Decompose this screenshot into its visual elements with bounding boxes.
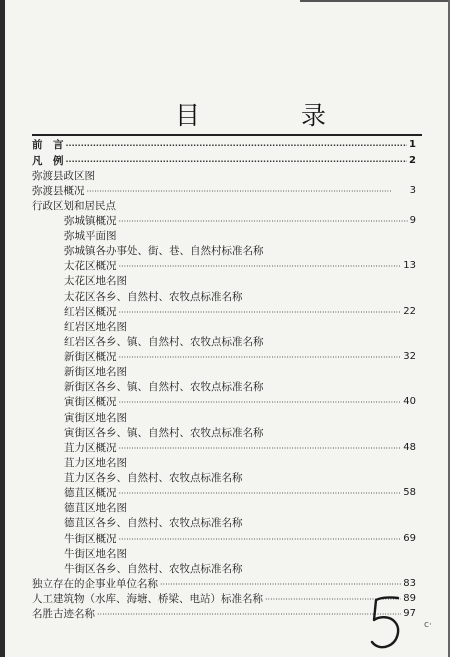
toc-entry[interactable] [64, 440, 416, 456]
toc-entry-page: 32 [403, 351, 416, 362]
toc-entry[interactable] [64, 470, 243, 486]
toc-entry-label: 红岩区概况 [64, 306, 117, 318]
toc-entry[interactable] [64, 410, 127, 426]
toc-entry-label: 新街区各乡、镇、自然村、农牧点标准名称 [64, 381, 264, 393]
toc-leader-dots [119, 440, 402, 456]
toc-entry[interactable] [64, 273, 127, 289]
toc-entry-label: 苴力区概况 [64, 442, 117, 454]
toc-entry-label: 牛街区概况 [64, 533, 117, 545]
toc-entry-label: 寅街区概况 [64, 396, 117, 408]
toc-leader-dots [119, 349, 402, 365]
scan-top-edge [300, 0, 450, 2]
toc-entry-page: 2 [409, 155, 416, 166]
toc-entry-page: 58 [403, 487, 416, 498]
toc-entry[interactable] [64, 228, 117, 244]
toc-entry[interactable] [64, 425, 264, 441]
toc-entry[interactable] [64, 319, 127, 335]
toc-entry[interactable] [64, 258, 416, 274]
toc-entry[interactable] [64, 289, 243, 305]
toc-entry-label: 人工建筑物（水库、海塘、桥梁、电站）标准名称 [32, 593, 263, 605]
toc-leader-dots [119, 485, 402, 501]
toc-entry-label: 新街区地名图 [64, 366, 127, 378]
toc-entry[interactable] [64, 243, 264, 259]
toc-entry[interactable] [64, 531, 416, 547]
toc-entry-page: 48 [403, 442, 416, 453]
toc-entry-page: 40 [403, 396, 416, 407]
toc-entry-label: 弥渡县概况 [32, 185, 85, 197]
toc-entry-page: 3 [409, 185, 416, 196]
toc-leader-dots [66, 153, 408, 169]
toc-entry[interactable] [64, 394, 416, 410]
toc-entry-page: 89 [403, 593, 416, 604]
toc-entry-label: 德苴区各乡、自然村、农牧点标准名称 [64, 517, 243, 529]
toc-entry-label: 太花区概况 [64, 260, 117, 272]
toc-entry-label: 寅街区地名图 [64, 412, 127, 424]
toc-leader-dots [119, 304, 402, 320]
toc-entry-label: 独立存在的企事业单位名称 [32, 578, 158, 590]
toc-entry-label: 新街区概况 [64, 351, 117, 363]
toc-entry-page: 9 [409, 215, 416, 226]
toc-entry-label: 苴力区地名图 [64, 457, 127, 469]
toc-entry-page: 13 [403, 260, 416, 271]
toc-entry[interactable] [64, 455, 127, 471]
toc-entry-page: 69 [403, 533, 416, 544]
toc-entry-label: 太花区地名图 [64, 275, 127, 287]
toc-entry[interactable] [32, 606, 416, 622]
toc-entry-page: 97 [403, 608, 416, 619]
toc-entry[interactable] [64, 349, 416, 365]
toc-leader-dots [119, 394, 402, 410]
toc-leader-dots [119, 531, 402, 547]
toc-entry-label: 红岩区地名图 [64, 321, 127, 333]
title-underline [32, 134, 422, 136]
toc-entry-label: 红岩区各乡、镇、自然村、农牧点标准名称 [64, 336, 264, 348]
toc-entry[interactable] [64, 500, 127, 516]
toc-leader-dots [97, 606, 401, 622]
toc-entry[interactable] [32, 137, 416, 153]
toc-entry-label: 名胜古迹名称 [32, 608, 95, 620]
toc-entry-label: 太花区各乡、自然村、农牧点标准名称 [64, 291, 243, 303]
scan-left-edge [0, 0, 5, 657]
toc-entry-label: 苴力区各乡、自然村、农牧点标准名称 [64, 472, 243, 484]
toc-leader-dots [160, 576, 401, 592]
handwritten-page-number-5 [368, 592, 406, 652]
toc-leader-dots [66, 137, 408, 153]
toc-entry[interactable] [64, 304, 416, 320]
page-title: 目 录 [175, 101, 365, 130]
toc-leader-dots [119, 258, 402, 274]
toc-entry[interactable] [64, 546, 127, 562]
toc-entry[interactable] [32, 168, 95, 184]
toc-entry-label: 牛街区各乡、自然村、农牧点标准名称 [64, 563, 243, 575]
toc-entry[interactable] [32, 183, 416, 199]
toc-entry-page: 22 [403, 306, 416, 317]
toc-entry[interactable] [32, 153, 416, 169]
toc-entry[interactable] [32, 576, 416, 592]
toc-entry-label: 行政区划和居民点 [32, 200, 116, 212]
toc-entry-page: 83 [403, 578, 416, 589]
toc-entry-label: 前 言 [32, 139, 64, 151]
toc-entry[interactable] [32, 198, 116, 214]
toc-entry-label: 德苴区地名图 [64, 502, 127, 514]
toc-entry-label: 弥城镇各办事处、街、巷、自然村标准名称 [64, 245, 264, 257]
toc-leader-dots [87, 183, 408, 199]
toc-entry[interactable] [64, 379, 264, 395]
toc-entry[interactable] [64, 515, 243, 531]
toc-entry[interactable] [64, 364, 127, 380]
toc-entry[interactable] [64, 485, 416, 501]
toc-entry-label: 牛街区地名图 [64, 548, 127, 560]
toc-entry-page: 1 [409, 139, 416, 150]
toc-entry-label: 弥城平面图 [64, 230, 117, 242]
toc-entry[interactable] [32, 591, 416, 607]
scan-speck-mark: c· [424, 620, 432, 630]
toc-entry[interactable] [64, 561, 243, 577]
toc-entry-label: 德苴区概况 [64, 487, 117, 499]
toc-leader-dots [119, 213, 408, 229]
toc-entry-label: 弥城镇概况 [64, 215, 117, 227]
toc-entry-label: 寅街区各乡、镇、自然村、农牧点标准名称 [64, 427, 264, 439]
toc-entry-label: 凡 例 [32, 155, 64, 167]
toc-entry[interactable] [64, 334, 264, 350]
toc-entry-label: 弥渡县政区图 [32, 170, 95, 182]
toc-entry[interactable] [64, 213, 416, 229]
